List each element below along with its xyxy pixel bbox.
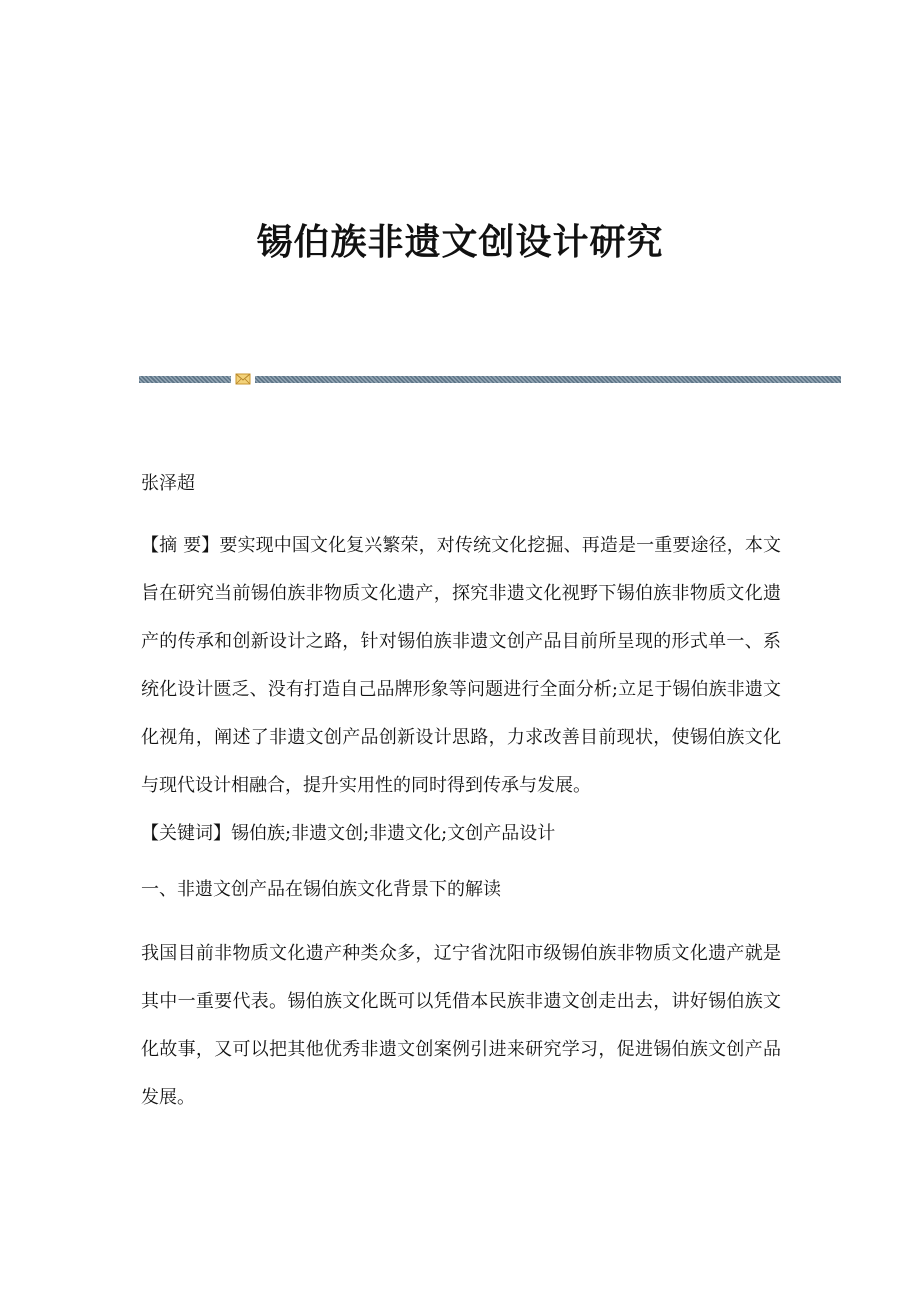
document-title: 锡伯族非遗文创设计研究 <box>256 221 664 263</box>
ornament-knot-icon <box>235 373 251 385</box>
divider-bar-left <box>139 376 231 383</box>
divider-bar-right <box>255 376 841 383</box>
abstract-paragraph: 【摘 要】要实现中国文化复兴繁荣，对传统文化挖掘、再造是一重要途径，本文旨在研究当前锡伯族非物质文化遗产，探究非遗文化视野下锡伯族非物质文化遗产的传承和创新设计之路，针对锡伯族非遗文创产品目前所呈现的形式单一、系统化设计匮乏、没有打造自己品牌形象等问题进行全面分析;立足于锡伯族非遗文化视角，阐述了非遗文创产品创新设计思路，力求改善目前现状，使锡伯族文化与现代设计相融合，提升实用性的同时得到传承与发展。 <box>141 535 781 796</box>
section-heading: 一、非遗文创产品在锡伯族文化背景下的解读 <box>141 879 501 900</box>
title-divider <box>139 373 841 385</box>
author-name: 张泽超 <box>141 473 195 494</box>
body-paragraph: 我国目前非物质文化遗产种类众多，辽宁省沈阳市级锡伯族非物质文化遗产就是其中一重要代表。锡伯族文化既可以凭借本民族非遗文创走出去，讲好锡伯族文化故事，又可以把其他优秀非遗文创案例引进来研究学习，促进锡伯族文创产品发展。 <box>141 943 781 1108</box>
keywords-line: 【关键词】锡伯族;非遗文创;非遗文化;文创产品设计 <box>141 823 556 844</box>
